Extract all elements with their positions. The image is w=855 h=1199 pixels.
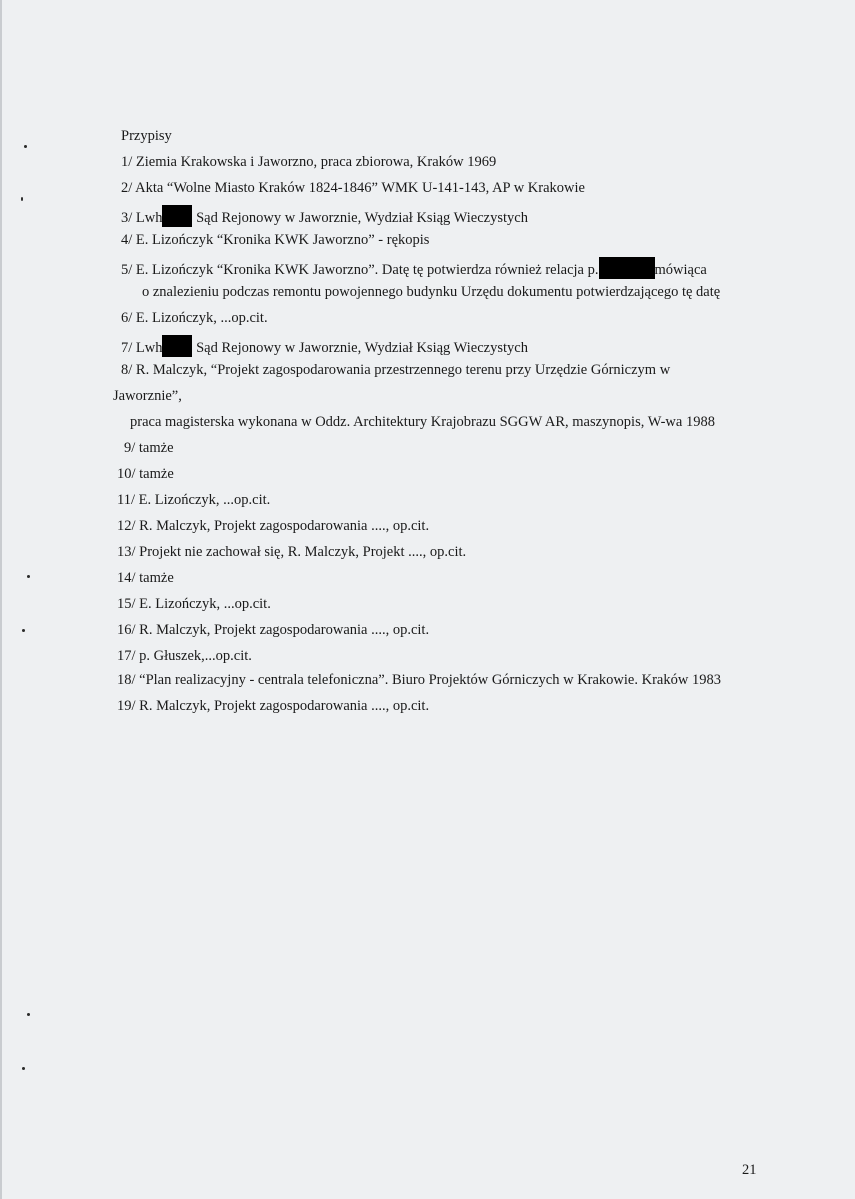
footnote-16: 16/ R. Malczyk, Projekt zagospodarowania ...., op.cit. [117, 622, 430, 638]
footnote-5-start: 5/ E. Lizończyk “Kronika KWK Jaworzno”. Datę tę potwierdza również relacja p. [121, 262, 599, 278]
footnote-9: 9/ tamże [124, 440, 174, 456]
footnote-1: 1/ Ziemia Krakowska i Jaworzno, praca zbiorowa, Kraków 1969 [121, 154, 497, 170]
footnote-14: 14/ tamże [117, 570, 174, 586]
scan-speck [22, 1067, 25, 1070]
notes-heading: Przypisy [121, 128, 172, 144]
footnote-17: 17/ p. Głuszek,...op.cit. [117, 648, 252, 664]
footnote-3 [121, 205, 528, 227]
footnote-8-detail: praca magisterska wykonana w Oddz. Architektury Krajobrazu SGGW AR, maszynopis, W-wa 1988 [130, 414, 715, 430]
footnote-5 [121, 257, 707, 279]
scan-speck [21, 197, 23, 201]
footnote-5-end: mówiąca [654, 262, 707, 278]
footnote-18: 18/ “Plan realizacyjny - centrala telefoniczna”. Biuro Projektów Górniczych w Krakowie. Kraków 1983 [117, 672, 721, 688]
scan-speck [24, 145, 27, 148]
redaction-block [162, 205, 192, 227]
scan-speck [27, 1013, 30, 1016]
footnote-10: 10/ tamże [117, 466, 174, 482]
redaction-block [162, 335, 192, 357]
page-number: 21 [742, 1162, 757, 1178]
footnote-4: 4/ E. Lizończyk “Kronika KWK Jaworzno” - rękopis [121, 232, 430, 248]
footnote-3-end: Sąd Rejonowy w Jaworznie, Wydział Ksiąg Wieczystych [192, 210, 528, 226]
footnote-12: 12/ R. Malczyk, Projekt zagospodarowania ...., op.cit. [117, 518, 430, 534]
footnote-11: 11/ E. Lizończyk, ...op.cit. [117, 492, 271, 508]
footnote-5-continuation: o znalezieniu podczas remontu powojennego budynku Urzędu dokumentu potwierdzającego tę datę [142, 284, 721, 300]
footnote-13: 13/ Projekt nie zachował się, R. Malczyk, Projekt ...., op.cit. [117, 544, 467, 560]
scan-speck [22, 629, 25, 632]
footnote-2: 2/ Akta “Wolne Miasto Kraków 1824-1846” WMK U-141-143, AP w Krakowie [121, 180, 585, 196]
footnote-19: 19/ R. Malczyk, Projekt zagospodarowania ...., op.cit. [117, 698, 430, 714]
footnote-6: 6/ E. Lizończyk, ...op.cit. [121, 310, 268, 326]
footnote-7-start: 7/ Lwh [121, 340, 163, 356]
page-edge [0, 0, 2, 1199]
footnote-15: 15/ E. Lizończyk, ...op.cit. [117, 596, 271, 612]
redaction-block [599, 257, 655, 279]
scan-speck [27, 575, 30, 578]
footnote-8: 8/ R. Malczyk, “Projekt zagospodarowania przestrzennego terenu przy Urzędzie Górniczym w [121, 362, 671, 378]
footnote-7 [121, 335, 528, 357]
footnote-7-end: Sąd Rejonowy w Jaworznie, Wydział Ksiąg Wieczystych [192, 340, 528, 356]
footnote-3-start: 3/ Lwh [121, 210, 163, 226]
footnote-8-continuation: Jaworznie”, [113, 388, 182, 404]
